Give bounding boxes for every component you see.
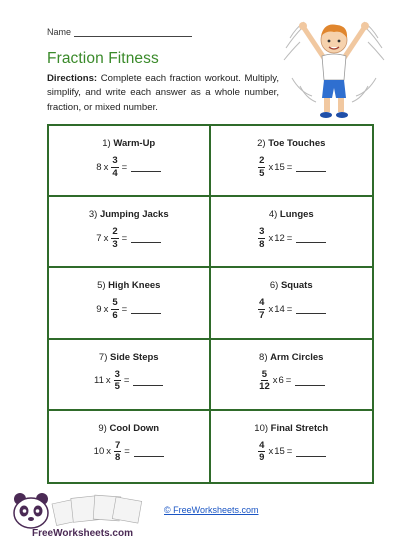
fraction-denominator: 6 (112, 309, 118, 321)
fraction-denominator: 3 (112, 238, 118, 250)
exercise-name: Jumping Jacks (99, 209, 169, 221)
whole-number: 11 (94, 375, 104, 387)
directions-text: Complete each fraction workout. Multiply, simplify, and write each answer as a whole number, fraction, or mixed number. (47, 73, 279, 113)
exercise-cell (211, 126, 373, 197)
fraction-denominator: 12 (259, 381, 270, 393)
exercise-number: 10) (254, 422, 269, 434)
whole-number: 12 (274, 232, 285, 244)
problem (211, 441, 373, 463)
whole-number: 10 (93, 446, 105, 458)
directions (47, 72, 279, 115)
fraction (259, 370, 270, 392)
problem (49, 227, 209, 249)
fraction (111, 156, 118, 178)
equals-sign: = (121, 303, 128, 315)
name-label: Name (47, 27, 72, 37)
fraction-numerator: 5 (112, 297, 118, 309)
exercise-title (211, 209, 373, 220)
whole-number: 14 (274, 303, 285, 315)
exercise-name: High Knees (108, 280, 161, 292)
fraction-numerator: 4 (259, 439, 265, 451)
exercise-title (211, 138, 373, 149)
whole-number: 6 (278, 375, 284, 387)
answer-blank[interactable] (296, 304, 326, 314)
exercise-cell (49, 197, 211, 268)
exercise-number: 5) (97, 280, 106, 292)
equals-sign: = (124, 446, 130, 458)
problem (49, 156, 209, 178)
exercise-name: Warm-Up (113, 138, 156, 149)
problem (211, 227, 373, 249)
fraction-numerator: 3 (112, 155, 118, 166)
exercise-number: 8) (259, 351, 268, 363)
whole-number: 8 (96, 161, 102, 173)
exercise-number: 3) (88, 209, 98, 221)
directions-label: Directions: (47, 73, 98, 84)
times-operator: x (103, 161, 109, 173)
fraction-numerator: 3 (259, 226, 265, 238)
whole-number: 9 (96, 303, 102, 315)
exercise-title (211, 280, 373, 291)
exercise-name: Side Steps (110, 351, 159, 363)
exercise-name: Toe Touches (268, 138, 326, 149)
problem (49, 370, 209, 392)
whole-number: 15 (274, 161, 285, 173)
equals-sign: = (286, 446, 293, 458)
fraction (258, 298, 265, 320)
times-operator: x (268, 303, 274, 315)
problem (49, 298, 209, 320)
exercise-cell (49, 340, 211, 411)
times-operator: x (103, 232, 109, 244)
exercise-cell (49, 411, 211, 482)
fraction (258, 227, 265, 249)
fraction (258, 156, 265, 178)
fraction-numerator: 5 (261, 368, 268, 380)
exercise-title (211, 352, 373, 363)
times-operator: x (268, 161, 274, 173)
equals-sign: = (286, 232, 293, 244)
answer-blank[interactable] (295, 376, 325, 386)
exercise-name: Final Stretch (270, 422, 329, 434)
equals-sign: = (121, 232, 128, 244)
exercise-cell (211, 340, 373, 411)
page-title: Fraction Fitness (47, 50, 159, 67)
exercise-name: Arm Circles (270, 351, 324, 363)
problem (211, 156, 373, 178)
exercise-cell (211, 268, 373, 339)
fraction-denominator: 5 (114, 381, 120, 393)
fraction-denominator: 4 (112, 167, 118, 179)
fraction-denominator: 8 (259, 238, 265, 250)
exercise-number: 1) (102, 138, 111, 149)
exercise-title (211, 423, 373, 434)
times-operator: x (268, 446, 274, 458)
fraction-denominator: 8 (114, 452, 121, 464)
fraction-numerator: 4 (259, 297, 265, 309)
whole-number: 7 (96, 232, 102, 244)
equals-sign: = (285, 375, 292, 387)
fraction-denominator: 5 (259, 167, 265, 179)
exercise-cell (49, 268, 211, 339)
problem (211, 298, 373, 320)
kid-exercising-icon (282, 8, 386, 126)
exercise-name: Lunges (279, 209, 314, 221)
exercise-title (49, 209, 209, 220)
equals-sign: = (123, 375, 130, 387)
fraction-numerator: 2 (259, 155, 265, 166)
footer-link[interactable]: © FreeWorksheets.com (164, 505, 259, 515)
fraction (114, 441, 121, 463)
exercise-title (49, 352, 209, 363)
equals-sign: = (286, 303, 293, 315)
exercise-title (49, 280, 209, 291)
exercise-title (49, 138, 209, 149)
answer-blank[interactable] (131, 233, 161, 243)
exercise-number: 6) (269, 280, 279, 292)
exercise-grid (47, 124, 374, 484)
exercise-cell (211, 411, 373, 482)
exercise-cell (49, 126, 211, 197)
fraction-numerator: 3 (114, 368, 120, 380)
times-operator: x (268, 232, 274, 244)
fraction-denominator: 7 (259, 309, 265, 321)
logo-text: FreeWorksheets.com (32, 528, 133, 539)
fraction (258, 441, 265, 463)
times-operator: x (272, 375, 278, 387)
name-row (47, 27, 192, 37)
exercise-name: Squats (280, 280, 313, 292)
answer-blank[interactable] (296, 162, 326, 172)
answer-blank[interactable] (134, 447, 164, 457)
fraction (111, 298, 118, 320)
fraction-denominator: 9 (259, 452, 265, 464)
exercise-cell (211, 197, 373, 268)
name-field[interactable] (74, 28, 192, 37)
equals-sign: = (121, 161, 128, 173)
exercise-number: 4) (268, 209, 278, 221)
equals-sign: = (286, 161, 293, 173)
times-operator: x (103, 303, 109, 315)
exercise-title (49, 423, 209, 434)
exercise-number: 7) (98, 351, 108, 363)
fraction-numerator: 2 (112, 226, 118, 238)
exercise-name: Cool Down (109, 422, 160, 434)
problem (211, 370, 373, 392)
answer-blank[interactable] (296, 233, 326, 243)
times-operator: x (105, 375, 111, 387)
panda-logo-icon (2, 489, 162, 539)
answer-blank[interactable] (131, 162, 161, 172)
exercise-number: 9) (98, 422, 107, 434)
fraction-numerator: 7 (114, 439, 121, 451)
answer-blank[interactable] (131, 304, 161, 314)
answer-blank[interactable] (296, 447, 326, 457)
answer-blank[interactable] (133, 376, 163, 386)
fraction (111, 227, 118, 249)
problem (49, 441, 209, 463)
whole-number: 15 (274, 446, 285, 458)
exercise-number: 2) (257, 138, 266, 149)
fraction (114, 370, 121, 392)
times-operator: x (106, 446, 111, 458)
